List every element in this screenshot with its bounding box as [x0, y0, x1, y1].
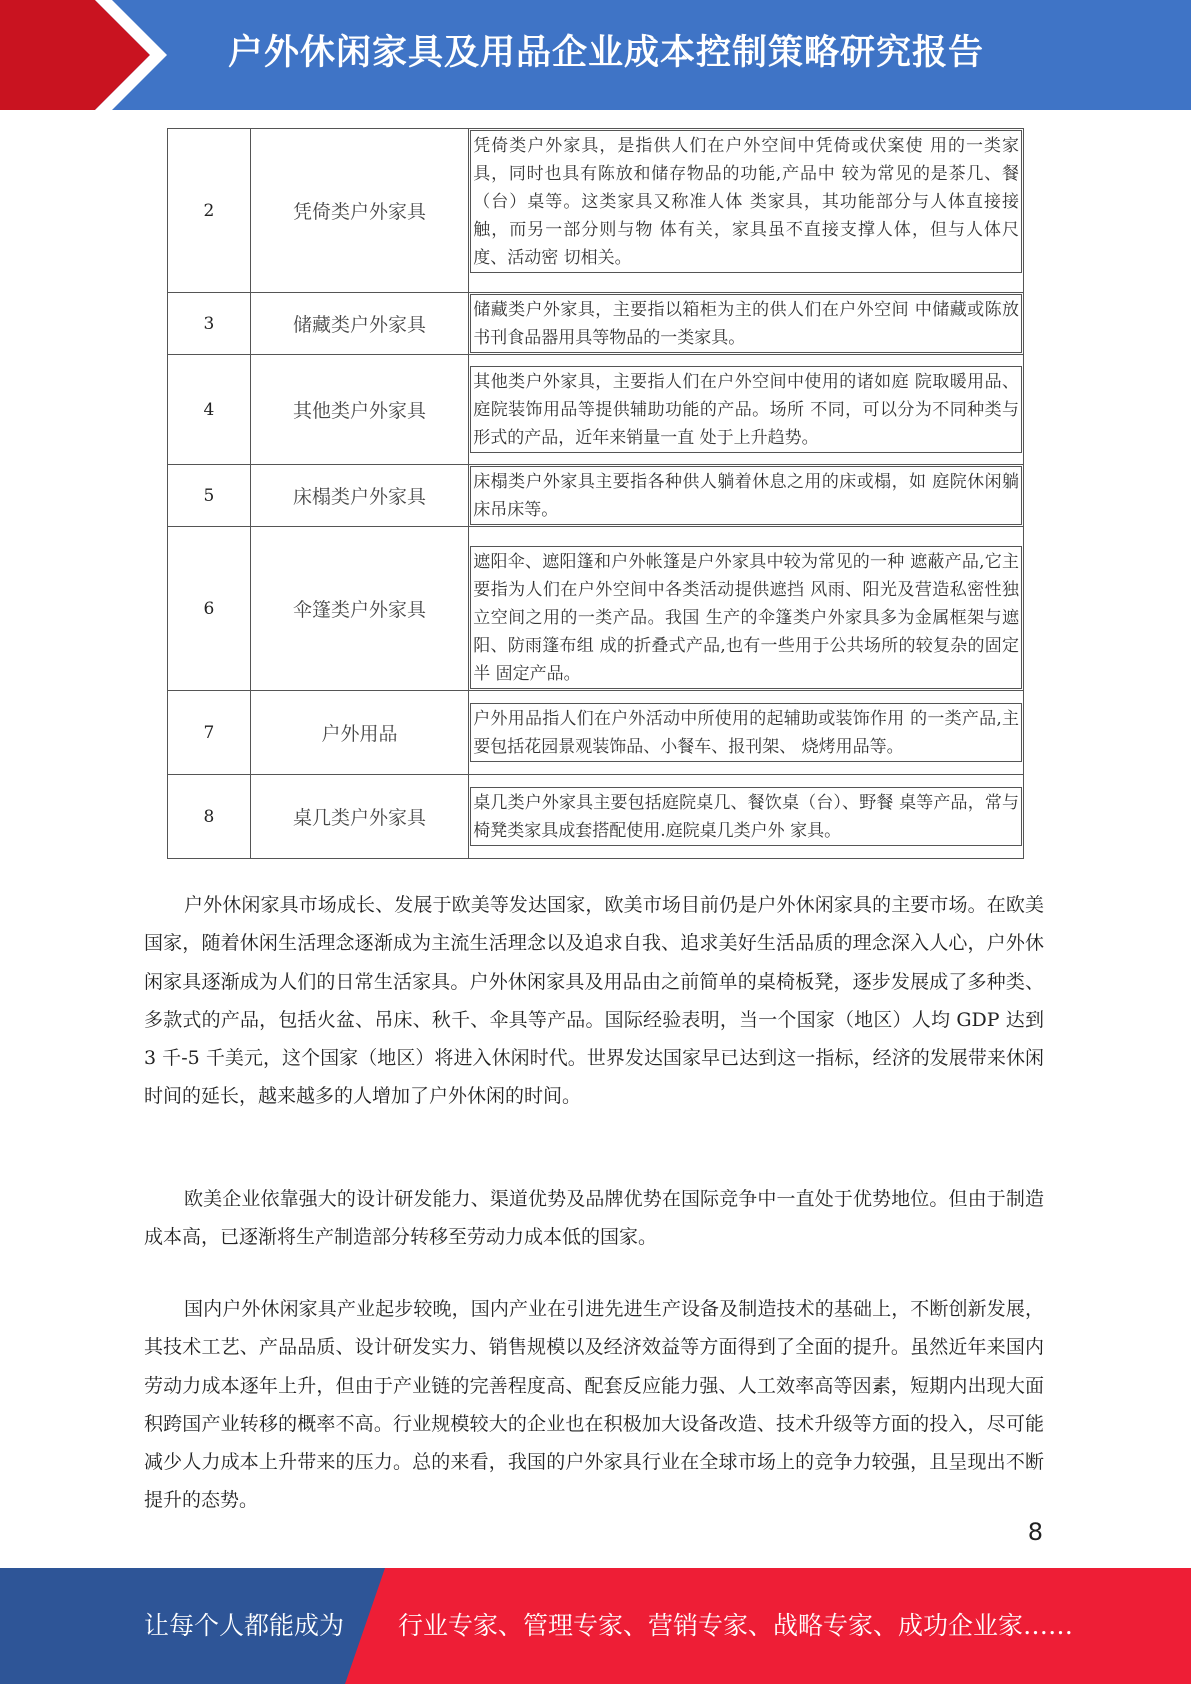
furniture-category-table: [167, 128, 1024, 859]
category-description: 床榻类户外家具主要指各种供人躺着休息之用的床或榻，如 庭院休闲躺床吊床等。: [470, 466, 1022, 525]
report-title: 户外休闲家具及用品企业成本控制策略研究报告: [228, 33, 985, 73]
category-description-cell: [469, 293, 1024, 355]
page-number: 8: [1027, 1518, 1043, 1546]
row-number: 6: [168, 527, 251, 691]
paragraph-market-overview: 户外休闲家具市场成长、发展于欧美等发达国家，欧美市场目前仍是户外休闲家具的主要市场。在欧美国家，随着休闲生活理念逐渐成为主流生活理念以及追求自我、追求美好生活品质的理念深入人心，户外休闲家具逐渐成为人们的日常生活家具。户外休闲家具及用品由之前简单的桌椅板凳，逐步发展成了多种类、多款式的产品，包括火盆、吊床、秋千、伞具等产品。国际经验表明，当一个国家（地区）人均 GDP 达到 3 千-5 千美元，这个国家（地区）将进入休闲时代。世界发达国家早已达到这一指标，经济的发展带来休闲时间的延长，越来越多的人增加了户外休闲的时间。: [144, 894, 1044, 1108]
footer-slogan-left: 让每个人都能成为: [144, 1611, 345, 1640]
table-row: [168, 527, 1024, 691]
row-number: 7: [168, 691, 251, 775]
category-name: 凭倚类户外家具: [250, 129, 468, 293]
table-row: [168, 129, 1024, 293]
category-name: 户外用品: [250, 691, 468, 775]
category-description: 凭倚类户外家具，是指供人们在户外空间中凭倚或伏案使 用的一类家具，同时也具有陈放和储存物品的功能,产品中 较为常见的是茶几、餐（台）桌等。这类家具又称准人体 类家具，其功能部分与人体直接接触，而另一部分则与物 体有关，家具虽不直接支撑人体，但与人体尺度、活动密 切相关。: [470, 130, 1022, 273]
row-number: 5: [168, 465, 251, 527]
category-name: 其他类户外家具: [250, 355, 468, 465]
table-row: [168, 355, 1024, 465]
category-description: 储藏类户外家具，主要指以箱柜为主的供人们在户外空间 中储藏或陈放书刊食品器用具等物品的一类家具。: [470, 294, 1022, 353]
table-row: [168, 691, 1024, 775]
category-description-cell: [469, 527, 1024, 691]
category-name: 桌几类户外家具: [250, 775, 468, 859]
category-description: 桌几类户外家具主要包括庭院桌几、餐饮桌（台）、野餐 桌等产品，常与椅凳类家具成套搭配使用.庭院桌几类户外 家具。: [470, 787, 1022, 846]
category-description: 遮阳伞、遮阳篷和户外帐篷是户外家具中较为常见的一种 遮蔽产品,它主要指为人们在户外空间中各类活动提供遮挡 风雨、阳光及营造私密性独立空间之用的一类产品。我国 生产的伞篷类户外家具多为金属框架与遮阳、防雨篷布组 成的折叠式产品,也有一些用于公共场所的较复杂的固定半 固定产品。: [470, 546, 1022, 689]
category-description-cell: [469, 129, 1024, 293]
category-description-cell: [469, 355, 1024, 465]
paragraph-european-firms: 欧美企业依靠强大的设计研发能力、渠道优势及品牌优势在国际竞争中一直处于优势地位。但由于制造成本高，已逐渐将生产制造部分转移至劳动力成本低的国家。: [144, 1188, 1044, 1249]
category-description: 其他类户外家具，主要指人们在户外空间中使用的诸如庭 院取暖用品、庭院装饰用品等提供辅助功能的产品。场所 不同，可以分为不同种类与形式的产品，近年来销量一直 处于上升趋势。: [470, 366, 1022, 453]
category-name: 储藏类户外家具: [250, 293, 468, 355]
footer-slogan-right: 行业专家、管理专家、营销专家、战略专家、成功企业家……: [398, 1611, 1074, 1640]
page-header: [0, 0, 1191, 110]
table-row: [168, 465, 1024, 527]
paragraph-domestic-industry: 国内户外休闲家具产业起步较晚，国内产业在引进先进生产设备及制造技术的基础上，不断创新发展，其技术工艺、产品品质、设计研发实力、销售规模以及经济效益等方面得到了全面的提升。虽然近年来国内劳动力成本逐年上升，但由于产业链的完善程度高、配套反应能力强、人工效率高等因素，短期内出现大面积跨国产业转移的概率不高。行业规模较大的企业也在积极加大设备改造、技术升级等方面的投入，尽可能减少人力成本上升带来的压力。总的来看，我国的户外家具行业在全球市场上的竞争力较强，且呈现出不断提升的态势。: [144, 1298, 1044, 1512]
category-description: 户外用品指人们在户外活动中所使用的起辅助或装饰作用 的一类产品,主要包括花园景观装饰品、小餐车、报刊架、 烧烤用品等。: [470, 703, 1022, 762]
row-number: 3: [168, 293, 251, 355]
page-footer: [0, 1568, 1191, 1684]
table-row: [168, 293, 1024, 355]
row-number: 2: [168, 129, 251, 293]
table-row: [168, 775, 1024, 859]
category-description-cell: [469, 465, 1024, 527]
category-description-cell: [469, 691, 1024, 775]
category-name: 床榻类户外家具: [250, 465, 468, 527]
row-number: 4: [168, 355, 251, 465]
category-description-cell: [469, 775, 1024, 859]
row-number: 8: [168, 775, 251, 859]
category-name: 伞篷类户外家具: [250, 527, 468, 691]
